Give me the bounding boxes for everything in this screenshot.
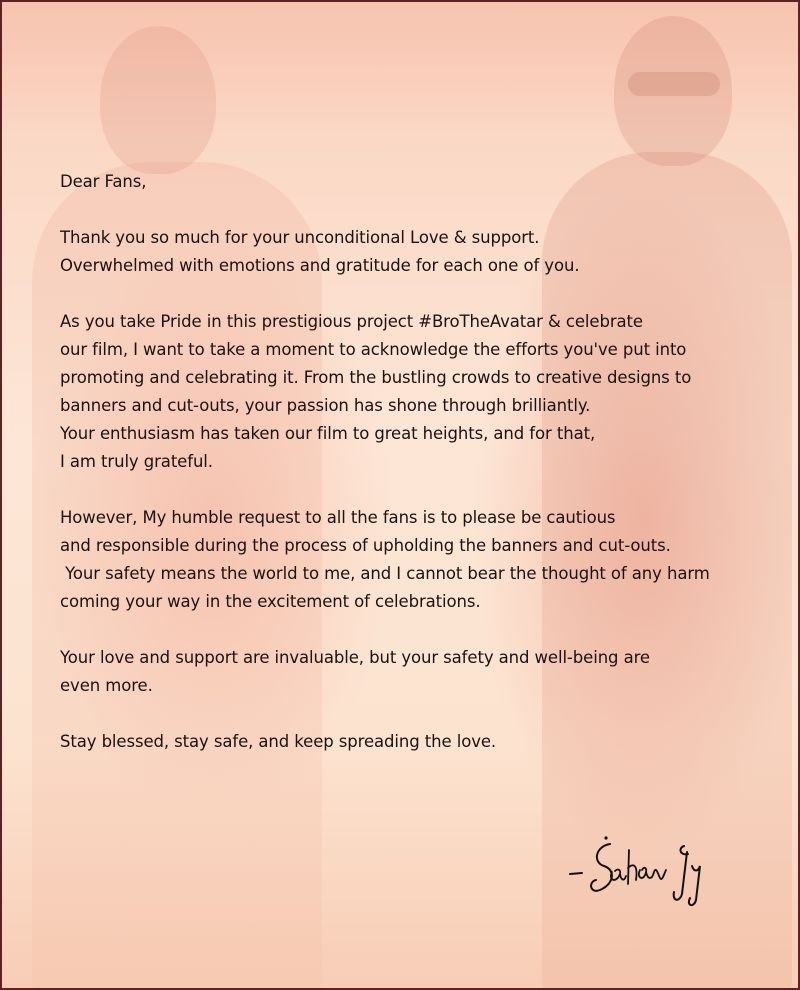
- paragraph-line: However, My humble request to all the fans is to please be cautious: [60, 508, 616, 527]
- paragraph-line: Your love and support are invaluable, but your safety and well-being are: [60, 648, 650, 667]
- paragraph-line: Overwhelmed with emotions and gratitude for each one of you.: [60, 256, 580, 275]
- paragraph-line: banners and cut-outs, your passion has shone through brilliantly.: [60, 396, 591, 415]
- paragraph-safety: [60, 644, 780, 700]
- handwritten-signature: [566, 822, 726, 912]
- background-figure-left-head: [100, 26, 216, 174]
- letter-body: [60, 168, 780, 784]
- paragraph-line: As you take Pride in this prestigious project #BroTheAvatar & celebrate: [60, 312, 643, 331]
- paragraph-line: Your safety means the world to me, and I cannot bear the thought of any harm: [60, 564, 710, 583]
- paragraph-line: and responsible during the process of upholding the banners and cut-outs.: [60, 536, 671, 555]
- paragraph-acknowledgement: [60, 308, 780, 476]
- paragraph-line: even more.: [60, 676, 153, 695]
- greeting: Dear Fans,: [60, 172, 147, 191]
- closing-line: Stay blessed, stay safe, and keep spreading the love.: [60, 732, 497, 751]
- paragraph-line: our film, I want to take a moment to acknowledge the efforts you've put into: [60, 340, 687, 359]
- paragraph-request: [60, 504, 780, 616]
- paragraph-line: coming your way in the excitement of celebrations.: [60, 592, 481, 611]
- paragraph-line: I am truly grateful.: [60, 452, 213, 471]
- paragraph-line: Thank you so much for your unconditional Love & support.: [60, 228, 540, 247]
- paragraph-line: promoting and celebrating it. From the bustling crowds to creative designs to: [60, 368, 692, 387]
- paragraph-thanks: [60, 224, 780, 280]
- paragraph-line: Your enthusiasm has taken our film to great heights, and for that,: [60, 424, 596, 443]
- background-figure-sunglasses: [628, 72, 720, 96]
